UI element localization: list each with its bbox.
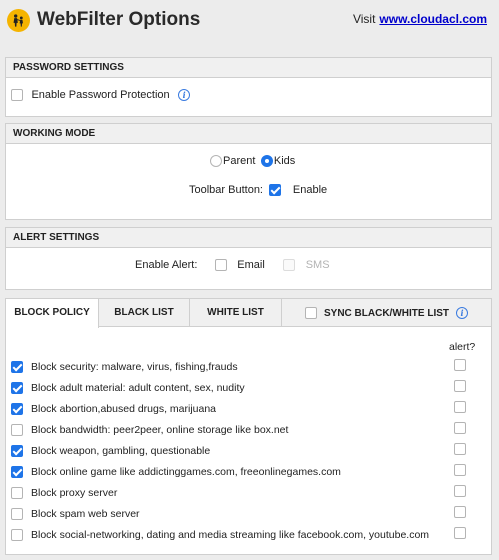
app-header xyxy=(0,0,499,48)
working-mode-heading: WORKING MODE xyxy=(6,124,491,144)
tab-black-list[interactable]: BLACK LIST xyxy=(99,299,190,327)
rule-checkbox[interactable] xyxy=(11,487,23,499)
sync-info-icon[interactable]: i xyxy=(456,307,468,319)
parent-radio-label: Parent xyxy=(223,154,256,167)
password-settings-heading: PASSWORD SETTINGS xyxy=(6,58,491,78)
rule-alert-checkbox[interactable] xyxy=(454,485,466,497)
tab-block-policy[interactable]: BLOCK POLICY xyxy=(6,299,99,328)
rule-alert-checkbox[interactable] xyxy=(454,380,466,392)
rule-label: Block online game like addictinggames.com, freeonlinegames.com xyxy=(31,466,341,478)
alert-column-header: alert? xyxy=(449,341,476,353)
rule-label: Block social-networking, dating and media streaming like facebook.com, youtube.com xyxy=(31,529,430,541)
visit-prefix: Visit xyxy=(352,12,376,26)
parent-radio[interactable] xyxy=(210,155,222,167)
rule-row xyxy=(6,357,491,378)
kids-radio[interactable] xyxy=(261,155,273,167)
rule-alert-checkbox[interactable] xyxy=(454,527,466,539)
rule-checkbox[interactable] xyxy=(11,445,23,457)
rule-row xyxy=(6,504,491,525)
rule-label: Block adult material: adult content, sex, nudity xyxy=(31,382,245,394)
email-alert-checkbox[interactable] xyxy=(215,259,227,271)
rule-alert-checkbox[interactable] xyxy=(454,443,466,455)
enable-alert-label: Enable Alert: xyxy=(135,258,198,271)
alert-row xyxy=(135,256,330,274)
rule-alert-checkbox[interactable] xyxy=(454,506,466,518)
rule-checkbox[interactable] xyxy=(11,424,23,436)
rule-checkbox[interactable] xyxy=(11,361,23,373)
rule-label: Block abortion,abused drugs, marijuana xyxy=(31,403,217,415)
sms-alert-label: SMS xyxy=(305,258,330,271)
rule-checkbox[interactable] xyxy=(11,403,23,415)
password-protection-checkbox[interactable] xyxy=(11,89,23,101)
rule-alert-checkbox[interactable] xyxy=(454,359,466,371)
rule-row xyxy=(6,441,491,462)
rule-label: Block weapon, gambling, questionable xyxy=(31,445,211,457)
visit-text xyxy=(353,12,487,26)
rule-checkbox[interactable] xyxy=(11,382,23,394)
rule-row xyxy=(6,420,491,441)
kids-radio-label: Kids xyxy=(273,154,296,167)
sms-alert-checkbox xyxy=(283,259,295,271)
rule-alert-checkbox[interactable] xyxy=(454,422,466,434)
website-link[interactable]: www.cloudacl.com xyxy=(379,12,487,26)
password-settings-panel xyxy=(5,57,492,117)
password-protection-row xyxy=(11,86,190,104)
alert-settings-panel xyxy=(5,227,492,290)
rule-row xyxy=(6,399,491,420)
alert-settings-heading: ALERT SETTINGS xyxy=(6,228,491,248)
rule-label: Block proxy server xyxy=(31,487,118,499)
toolbar-button-row xyxy=(189,181,327,199)
policy-tabs xyxy=(6,299,491,327)
policy-panel xyxy=(5,298,492,555)
rule-checkbox[interactable] xyxy=(11,466,23,478)
working-mode-panel xyxy=(5,123,492,220)
tab-white-list[interactable]: WHITE LIST xyxy=(190,299,282,327)
rule-row xyxy=(6,525,491,546)
sync-lists-label: SYNC BLACK/WHITE LIST xyxy=(324,307,449,319)
info-icon[interactable]: i xyxy=(178,89,190,101)
rule-alert-checkbox[interactable] xyxy=(454,401,466,413)
rule-checkbox[interactable] xyxy=(11,508,23,520)
toolbar-button-label: Toolbar Button: xyxy=(189,183,263,196)
toolbar-enable-checkbox[interactable] xyxy=(269,184,281,196)
rule-row xyxy=(6,483,491,504)
rule-row xyxy=(6,378,491,399)
rule-checkbox[interactable] xyxy=(11,529,23,541)
email-alert-label: Email xyxy=(237,258,265,271)
mode-radio-group xyxy=(210,152,295,170)
rule-alert-checkbox[interactable] xyxy=(454,464,466,476)
sync-lists-checkbox[interactable] xyxy=(305,307,317,319)
password-protection-label: Enable Password Protection xyxy=(31,88,170,101)
app-title: WebFilter Options xyxy=(37,9,201,30)
sync-lists-option xyxy=(282,299,491,327)
rule-label: Block bandwidth: peer2peer, online storage like box.net xyxy=(31,424,289,436)
rule-label: Block spam web server xyxy=(31,508,140,520)
toolbar-enable-label: Enable xyxy=(292,183,328,196)
rule-label: Block security: malware, virus, fishing,frauds xyxy=(31,361,238,373)
rule-row xyxy=(6,462,491,483)
family-logo-icon xyxy=(7,9,30,32)
